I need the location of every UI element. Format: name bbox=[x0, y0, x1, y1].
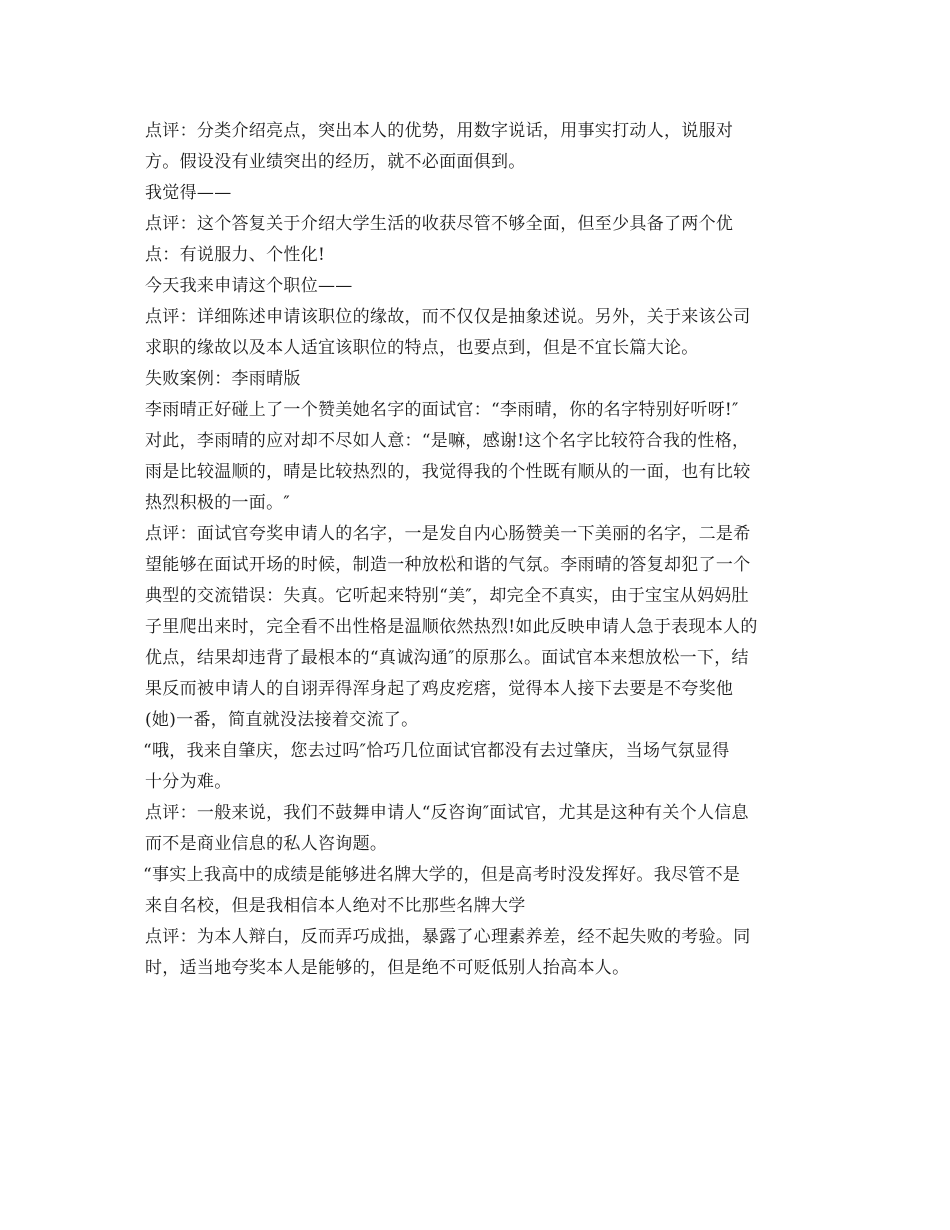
text-line: 方。假设没有业绩突出的经历，就不必面面俱到。 bbox=[145, 152, 526, 172]
text-line: 雨是比较温顺的，晴是比较热烈的，我觉得我的个性既有顺从的一面，也有比较 bbox=[145, 462, 751, 482]
text-line: 点评：面试官夸奖申请人的名字，一是发自内心肠赞美一下美丽的名字，二是希 bbox=[145, 524, 751, 544]
text-line: 我觉得—— bbox=[145, 183, 232, 203]
text-line: 今天我来申请这个职位—— bbox=[145, 276, 353, 296]
text-line: 优点，结果却违背了最根本的“真诚沟通″的原那么。面试官本来想放松一下，结 bbox=[145, 648, 749, 668]
text-line: 来自名校，但是我相信本人绝对不比那些名牌大学 bbox=[145, 896, 526, 916]
text-line: 点评：详细陈述申请该职位的缘故，而不仅仅是抽象述说。另外，关于来该公司 bbox=[145, 307, 751, 327]
text-line: 李雨晴正好碰上了一个赞美她名字的面试官：“李雨晴，你的名字特别好听呀!″ bbox=[145, 400, 739, 420]
text-line: 对此，李雨晴的应对却不尽如人意：“是嘛，感谢!这个名字比较符合我的性格， bbox=[145, 431, 750, 451]
text-line: 子里爬出来时，完全看不出性格是温顺依然热烈!如此反映申请人急于表现本人的 bbox=[145, 617, 758, 637]
text-line: 果反而被申请人的自诩弄得浑身起了鸡皮疙瘩，觉得本人接下去要是不夸奖他 bbox=[145, 679, 734, 699]
text-line: 点：有说服力、个性化! bbox=[145, 245, 326, 265]
text-line: 求职的缘故以及本人适宜该职位的特点，也要点到，但是不宜长篇大论。 bbox=[145, 338, 699, 358]
text-line: 点评：为本人辩白，反而弄巧成拙，暴露了心理素养差，经不起失败的考验。同 bbox=[145, 927, 751, 947]
text-line: 典型的交流错误：失真。它听起来特别“美″，却完全不真实，由于宝宝从妈妈肚 bbox=[145, 586, 749, 606]
text-line: 望能够在面试开场的时候，制造一种放松和谐的气氛。李雨晴的答复却犯了一个 bbox=[145, 555, 751, 575]
text-line: (她)一番，简直就没法接着交流了。 bbox=[145, 710, 419, 730]
text-line: 点评：一般来说，我们不鼓舞申请人“反咨询″面试官，尤其是这种有关个人信息 bbox=[145, 803, 749, 823]
text-line: 点评：这个答复关于介绍大学生活的收获尽管不够全面，但至少具备了两个优 bbox=[145, 214, 734, 234]
text-line: “哦，我来自肇庆，您去过吗″恰巧几位面试官都没有去过肇庆，当场气氛显得 bbox=[143, 741, 730, 761]
text-line: 时，适当地夸奖本人是能够的，但是绝不可贬低别人抬高本人。 bbox=[145, 958, 630, 978]
text-line: 热烈积极的一面。″ bbox=[145, 493, 291, 513]
text-line: 十分为难。 bbox=[145, 772, 232, 792]
text-line: “事实上我高中的成绩是能够进名牌大学的，但是高考时没发挥好。我尽管不是 bbox=[143, 865, 741, 885]
document-body bbox=[145, 116, 810, 984]
text-line: 点评：分类介绍亮点，突出本人的优势，用数字说话，用事实打动人，说服对 bbox=[145, 121, 734, 141]
text-line: 而不是商业信息的私人咨询题。 bbox=[145, 834, 388, 854]
text-line: 失败案例：李雨晴版 bbox=[145, 369, 301, 389]
